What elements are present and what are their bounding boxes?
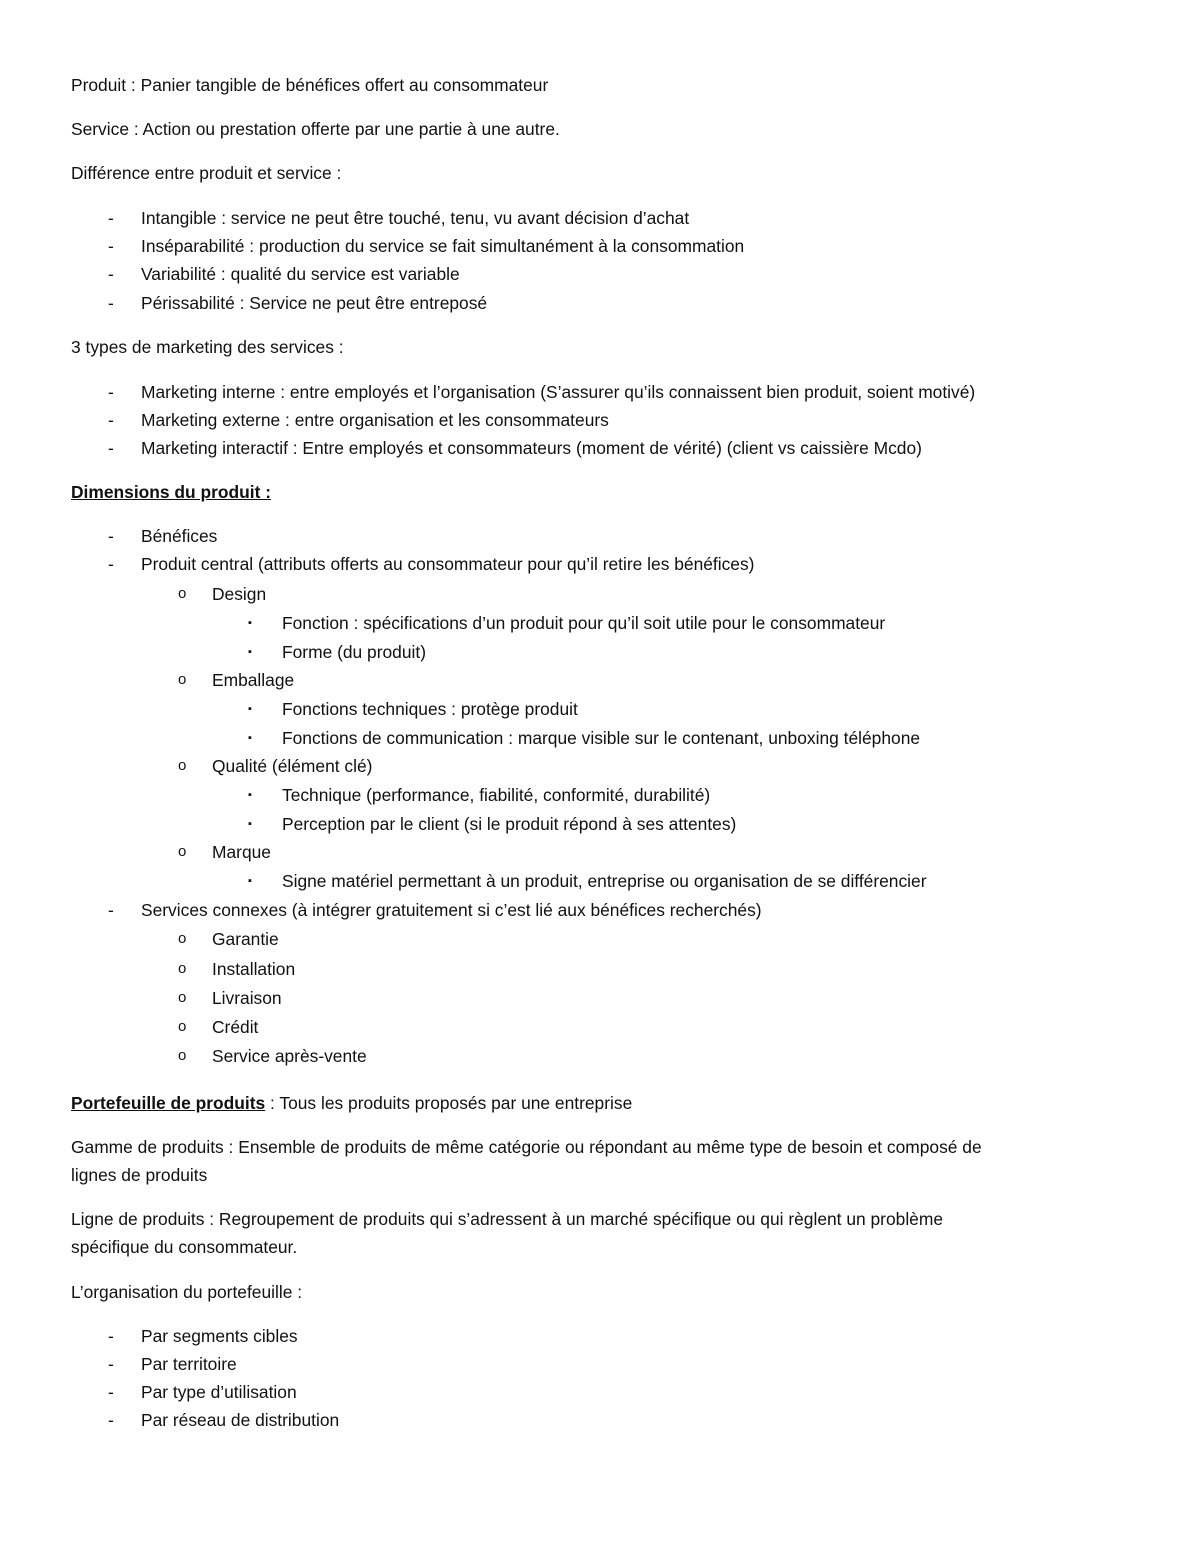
list-bullet-dash: -	[108, 900, 114, 920]
list-bullet-circle: o	[178, 930, 187, 947]
list-item: Qualité (élément clé)	[212, 756, 373, 776]
portefeuille-definition-text: : Tous les produits proposés par une entreprise	[265, 1093, 633, 1113]
organisation-heading: L’organisation du portefeuille :	[71, 1282, 303, 1302]
list-bullet-square: ▪	[248, 703, 252, 715]
list-item: Installation	[212, 959, 296, 979]
list-bullet-dash: -	[108, 382, 114, 402]
list-item: Périssabilité : Service ne peut être entreposé	[141, 293, 488, 313]
list-bullet-square: ▪	[248, 617, 252, 629]
list-bullet-dash: -	[108, 526, 114, 546]
list-bullet-circle: o	[178, 585, 187, 602]
list-bullet-square: ▪	[248, 789, 252, 801]
list-item: Fonctions de communication : marque visible sur le contenant, unboxing téléphone	[282, 728, 921, 748]
list-bullet-square: ▪	[248, 732, 252, 744]
list-bullet-dash: -	[108, 236, 114, 256]
list-item: Marque	[212, 842, 271, 862]
list-item: Fonction : spécifications d’un produit pour qu’il soit utile pour le consommateur	[282, 613, 886, 633]
gamme-definition-line-1: Gamme de produits : Ensemble de produits de même catégorie ou répondant au même type de besoin et composé de	[71, 1137, 982, 1157]
produit-definition: Produit : Panier tangible de bénéfices offert au consommateur	[71, 75, 549, 95]
list-bullet-square: ▪	[248, 818, 252, 830]
list-item: Marketing interne : entre employés et l’organisation (S’assurer qu’ils connaissent bien produit, soient motivé)	[141, 382, 976, 402]
list-item: Bénéfices	[141, 526, 218, 546]
marketing-heading: 3 types de marketing des services :	[71, 337, 344, 357]
list-bullet-dash: -	[108, 1354, 114, 1374]
list-item: Livraison	[212, 988, 282, 1008]
list-item: Variabilité : qualité du service est variable	[141, 264, 460, 284]
list-bullet-dash: -	[108, 410, 114, 430]
list-item: Fonctions techniques : protège produit	[282, 699, 578, 719]
list-item: Marketing externe : entre organisation et les consommateurs	[141, 410, 609, 430]
list-bullet-circle: o	[178, 960, 187, 977]
list-bullet-circle: o	[178, 671, 187, 688]
list-item: Par type d’utilisation	[141, 1382, 297, 1402]
list-bullet-dash: -	[108, 1326, 114, 1346]
gamme-definition-line-2: lignes de produits	[71, 1165, 208, 1185]
list-item: Service après-vente	[212, 1046, 367, 1066]
list-item: Produit central (attributs offerts au consommateur pour qu’il retire les bénéfices)	[141, 554, 755, 574]
list-bullet-dash: -	[108, 1410, 114, 1430]
list-item: Marketing interactif : Entre employés et consommateurs (moment de vérité) (client vs caissière Mcdo)	[141, 438, 922, 458]
service-definition: Service : Action ou prestation offerte par une partie à une autre.	[71, 119, 560, 139]
list-bullet-circle: o	[178, 1018, 187, 1035]
list-bullet-circle: o	[178, 757, 187, 774]
list-item: Technique (performance, fiabilité, conformité, durabilité)	[282, 785, 711, 805]
list-bullet-dash: -	[108, 208, 114, 228]
list-bullet-circle: o	[178, 989, 187, 1006]
list-item: Perception par le client (si le produit répond à ses attentes)	[282, 814, 737, 834]
ligne-definition-line-2: spécifique du consommateur.	[71, 1237, 298, 1257]
list-item: Intangible : service ne peut être touché, tenu, vu avant décision d’achat	[141, 208, 690, 228]
dimensions-heading: Dimensions du produit :	[71, 482, 271, 502]
list-item: Services connexes (à intégrer gratuitement si c’est lié aux bénéfices recherchés)	[141, 900, 762, 920]
list-item: Signe matériel permettant à un produit, entreprise ou organisation de se différencier	[282, 871, 927, 891]
list-bullet-square: ▪	[248, 646, 252, 658]
list-bullet-dash: -	[108, 554, 114, 574]
list-bullet-circle: o	[178, 843, 187, 860]
list-item: Par réseau de distribution	[141, 1410, 340, 1430]
list-item: Forme (du produit)	[282, 642, 427, 662]
difference-heading: Différence entre produit et service :	[71, 163, 342, 183]
list-item: Emballage	[212, 670, 295, 690]
list-item: Par territoire	[141, 1354, 237, 1374]
portefeuille-term: Portefeuille de produits	[71, 1093, 266, 1113]
list-item: Crédit	[212, 1017, 259, 1037]
list-bullet-dash: -	[108, 1382, 114, 1402]
list-item: Par segments cibles	[141, 1326, 298, 1346]
list-bullet-dash: -	[108, 438, 114, 458]
portefeuille-definition	[71, 1092, 632, 1114]
list-bullet-circle: o	[178, 1047, 187, 1064]
list-item: Garantie	[212, 929, 279, 949]
list-item: Inséparabilité : production du service se fait simultanément à la consommation	[141, 236, 745, 256]
list-bullet-dash: -	[108, 264, 114, 284]
list-bullet-dash: -	[108, 293, 114, 313]
ligne-definition-line-1: Ligne de produits : Regroupement de produits qui s’adressent à un marché spécifique ou qui règlent un problème	[71, 1209, 944, 1229]
list-item: Design	[212, 584, 267, 604]
list-bullet-square: ▪	[248, 875, 252, 887]
